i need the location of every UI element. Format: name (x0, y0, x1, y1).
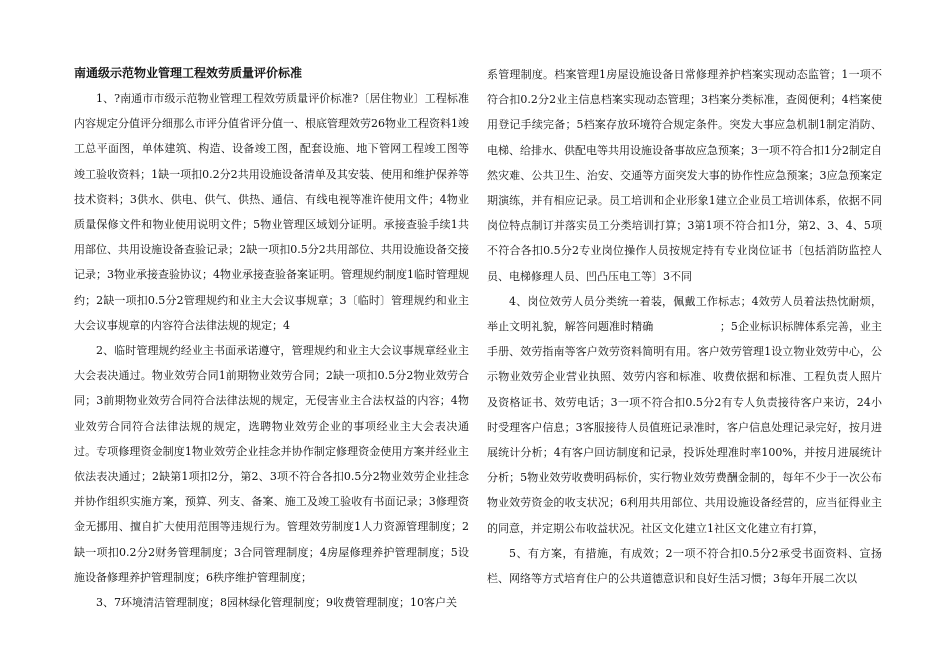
left-column (74, 62, 469, 615)
left-paragraph-1: 1、?南通市市级示范物业管理工程效劳质量评价标准?〔居住物业〕工程标准内容规定分值评分细那么市评分值省评分值一、根底管理效劳26物业工程资料1竣工总平面图，单体建筑、构造、设备竣工图，配套设施、地下管网工程竣工图等竣工验收资料；1缺一项扣0.2分2共用设施设备清单及其安装、使用和维护保养等技术资料；3供水、供电、供气、供热、通信、有线电视等准许使用文件；4物业质量保修文件和物业使用说明文件；5物业管理区域划分证明。承接查验手续1共用部位、共用设施设备查验记录；2缺一项扣0.5分2共用部位、共用设施设备交接记录；3物业承接查验协议；4物业承接查验备案证明。管理规约制度1临时管理规约；2缺一项扣0.5分2管理规约和业主大会议事规章；3〔临时〕管理规约和业主大会议事规章的内容符合法律法规的规定；4 (74, 92, 469, 332)
right-paragraph-2: 4、岗位效劳人员分类统一着装，佩戴工作标志；4效劳人员着法热忱耐烦，举止文明礼貌，解答问题准时精确 ；5企业标识标牌体系完善，业主手册、效劳指南等客户效劳资料简明有用。客户效劳管理1设立物业效劳中心，公示物业效劳企业营业执照、效劳内容和标准、收费依据和标准、工程负责人照片及资格证书、效劳电话；3一项不符合扣0.5分2有专人负责接待客户来访，24小时受理客户信息；3客服接待人员值班记录准时，客户信息处理记录完好，按月进展统计分析；4有客户回访制度和记录，投诉处理准时率100%，并按月进展统计分析；5物业效劳收费明码标价，实行物业效劳费酬金制的，每年不少于一次公布物业效劳资金的收支状况；6利用共用部位、共用设施设备经营的，应当征得业主的同意，并定期公布收益状况。社区文化建立1社区文化建立有打算， (487, 294, 882, 535)
right-paragraph-3: 5、有方案，有措施，有成效；2一项不符合扣0.5分2承受书面资料、宣扬栏、网络等方式培育住户的公共道德意识和良好生活习惯；3每年开展二次以 (487, 546, 882, 586)
left-paragraph-2: 2、临时管理规约经业主书面承诺遵守，管理规约和业主大会议事规章经业主大会表决通过。物业效劳合同1前期物业效劳合同；2缺一项扣0.5分2物业效劳合同；3前期物业效劳合同符合法律法规的规定，无侵害业主合法权益的内容；4物业效劳合同符合法律法规的规定，选聘物业效劳企业的事项经业主大会表决通过。专项修理资金制度1物业效劳企业挂念并协作制定修理资金使用方案并经业主依法表决通过；2缺第1项扣2分，第2、3项不符合各扣0.5分2物业效劳企业挂念并协作组织实施方案，预算、列支、备案、施工及竣工验收有书面记录；3修理资金无挪用、擅自扩大使用范围等违规行为。管理效劳制度1人力资源管理制度；2缺一项扣0.2分2财务管理制度；3合同管理制度；4房屋修理养护管理制度；5设施设备修理养护管理制度；6秩序维护管理制度； (74, 344, 469, 584)
right-paragraph-1: 系管理制度。档案管理1房屋设施设备日常修理养护档案实现动态监管；1一项不符合扣0.2分2业主信息档案实现动态管理；3档案分类标准，查阅便利；4档案使用登记手续完备；5档案存放环境符合规定条件。突发大事应急机制1制定消防、电梯、给排水、供配电等共用设施设备事故应急预案；3一项不符合扣1分2制定自然灾难、公共卫生、治安、交通等方面突发大事的协作性应急预案；3应急预案定期演练，并有相应记录。员工培训和企业形象1建立企业员工培训体系，依据不同岗位特点制订并落实员工分类培训打算；3第1项不符合扣1分，第2、3、4、5项不符合各扣0.5分2专业岗位操作人员按规定持有专业岗位证书〔包括消防监控人员、电梯修理人员、凹凸压电工等〕3不同 (487, 68, 882, 283)
right-column (487, 62, 882, 591)
left-paragraph-3: 3、7环境清洁管理制度；8园林绿化管理制度；9收费管理制度；10客户关 (96, 596, 457, 610)
document-title: 南通级示范物业管理工程效劳质量评价标准 (74, 66, 303, 80)
